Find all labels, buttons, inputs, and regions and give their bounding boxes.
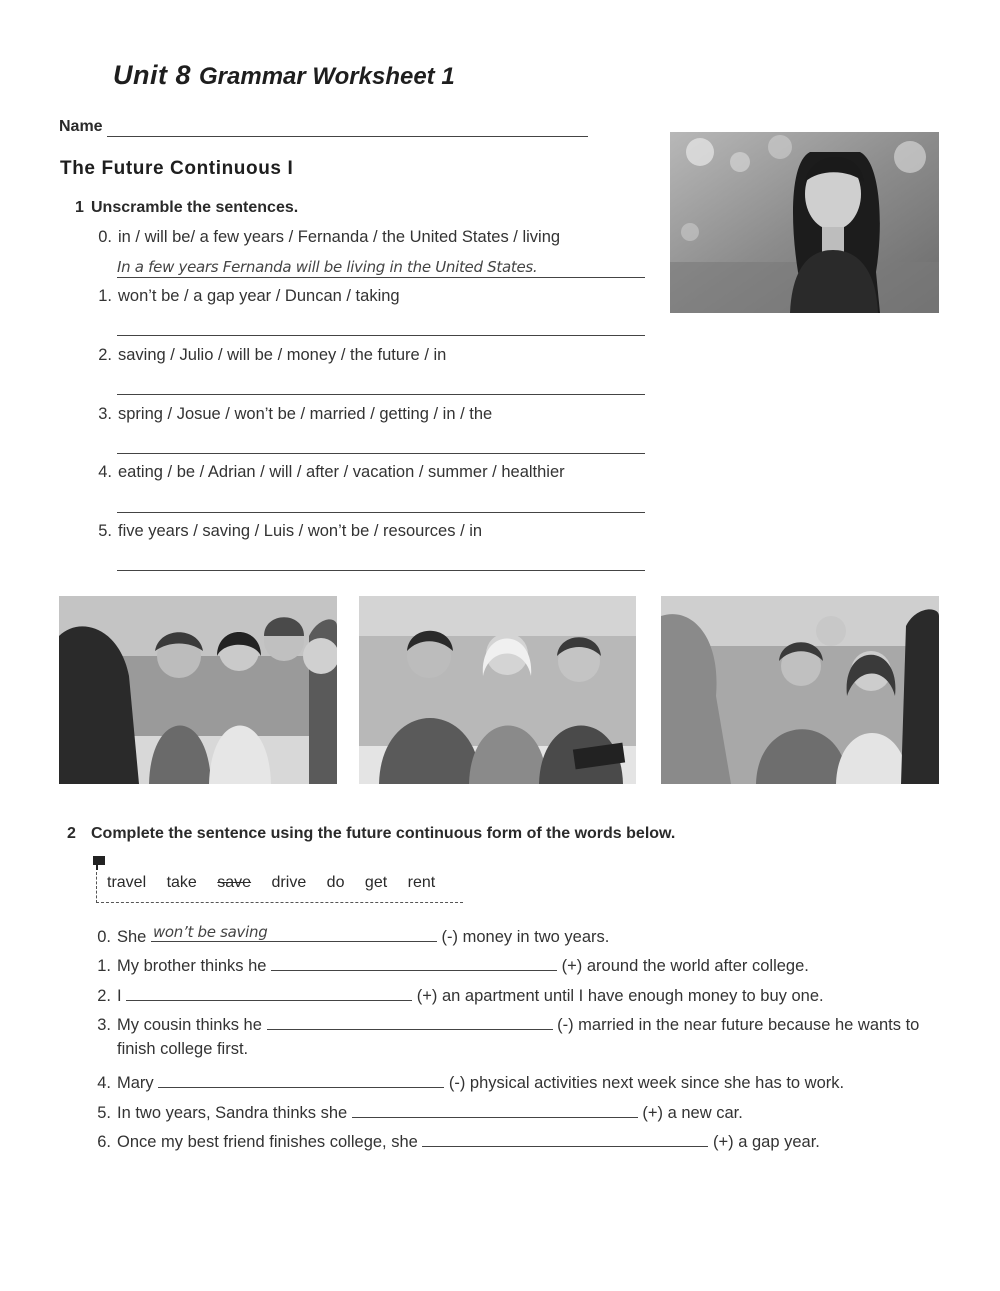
ex2-item-0: 0. She won’t be saving (-) money in two years. <box>97 923 610 946</box>
ex1-item-1: 1. won’t be / a gap year / Duncan / taking <box>98 287 400 305</box>
photo-group-3-image <box>661 596 939 784</box>
photo-group-3 <box>661 596 939 784</box>
photo-group-2 <box>359 596 636 784</box>
word-bank-item: travel <box>107 874 147 891</box>
worksheet-title <box>113 60 455 91</box>
ex2-blank-6[interactable] <box>422 1128 708 1147</box>
ex1-item-3: 3. spring / Josue / won’t be / married / getting / in / the <box>98 405 493 423</box>
word-bank-item: do <box>326 874 345 891</box>
exercise-2-instruction: Complete the sentence using the future continuous form of the words below. <box>91 825 676 842</box>
ex1-item-0: 0. in / will be/ a few years / Fernanda / the United States / living <box>98 228 561 246</box>
photo-group-2-image <box>359 596 636 784</box>
ex2-item-3-continuation: finish college first. <box>117 1040 249 1058</box>
exercise-1-heading <box>75 199 298 217</box>
ex2-blank-3[interactable] <box>267 1011 553 1030</box>
ex1-prompt: in / will be/ a few years / Fernanda / the United States / living <box>118 228 561 246</box>
photo-girl <box>670 132 939 313</box>
exercise-1-number: 1 <box>75 199 84 216</box>
photo-group-1-image <box>59 596 337 784</box>
word-bank-item: take <box>166 874 197 891</box>
ex1-answer-line-5[interactable] <box>117 549 645 571</box>
ex2-blank-2[interactable] <box>126 982 412 1001</box>
ex1-answer-line-4[interactable] <box>117 491 645 513</box>
ex1-answer-example: In a few years Fernanda will be living in the United States. <box>117 258 538 276</box>
ex1-prompt: spring / Josue / won’t be / married / getting / in / the <box>118 405 493 423</box>
ex2-item-5: 5. In two years, Sandra thinks she (+) a new car. <box>89 1099 743 1123</box>
ex1-answer-line-0[interactable] <box>117 256 645 278</box>
ex1-prompt: eating / be / Adrian / will / after / vacation / summer / healthier <box>118 463 565 481</box>
ex1-prompt: won’t be / a gap year / Duncan / taking <box>118 287 400 305</box>
ex1-answer-line-2[interactable] <box>117 373 645 395</box>
ex2-item-2: 2. I (+) an apartment until I have enough money to buy one. <box>89 982 824 1006</box>
ex2-blank-0[interactable]: won’t be saving <box>151 923 437 942</box>
ex2-item-1: 1. My brother thinks he (+) around the world after college. <box>89 952 809 976</box>
ex1-item-4: 4. eating / be / Adrian / will / after / vacation / summer / healthier <box>98 463 565 481</box>
ex1-answer-line-3[interactable] <box>117 432 645 454</box>
ex2-blank-1[interactable] <box>271 952 557 971</box>
ex2-blank-5[interactable] <box>352 1099 638 1118</box>
word-bank-item-used: save <box>217 874 252 891</box>
exercise-2-heading <box>67 825 675 843</box>
word-bank-item: drive <box>271 874 307 891</box>
ex1-item-5: 5. five years / saving / Luis / won’t be / resources / in <box>98 522 483 540</box>
ex1-prompt: saving / Julio / will be / money / the future / in <box>118 346 447 364</box>
exercise-2-number: 2 <box>67 825 76 842</box>
word-bank <box>96 872 463 903</box>
ex2-item-3: 3. My cousin thinks he (-) married in the near future because he wants to <box>89 1011 919 1035</box>
word-bank-words <box>107 874 451 892</box>
name-label: Name <box>59 118 103 135</box>
word-bank-item: rent <box>407 874 436 891</box>
worksheet-subtitle: Grammar Worksheet 1 <box>199 63 455 90</box>
ex1-answer-line-1[interactable] <box>117 314 645 336</box>
flag-icon <box>93 856 105 865</box>
ex1-item-2: 2. saving / Julio / will be / money / the future / in <box>98 346 447 364</box>
ex2-item-4: 4. Mary (-) physical activities next week since she has to work. <box>89 1069 844 1093</box>
ex1-prompt: five years / saving / Luis / won’t be / resources / in <box>118 522 483 540</box>
section-title: The Future Continuous I <box>60 158 294 179</box>
photo-group-1 <box>59 596 337 784</box>
ex2-item-6: 6. Once my best friend finishes college, she (+) a gap year. <box>89 1128 820 1152</box>
word-bank-item: get <box>364 874 388 891</box>
photo-girl-image <box>670 132 939 313</box>
ex2-blank-4[interactable] <box>158 1069 444 1088</box>
unit-label: Unit 8 <box>113 60 192 90</box>
name-input-line[interactable] <box>107 136 588 137</box>
exercise-1-instruction: Unscramble the sentences. <box>91 199 299 216</box>
